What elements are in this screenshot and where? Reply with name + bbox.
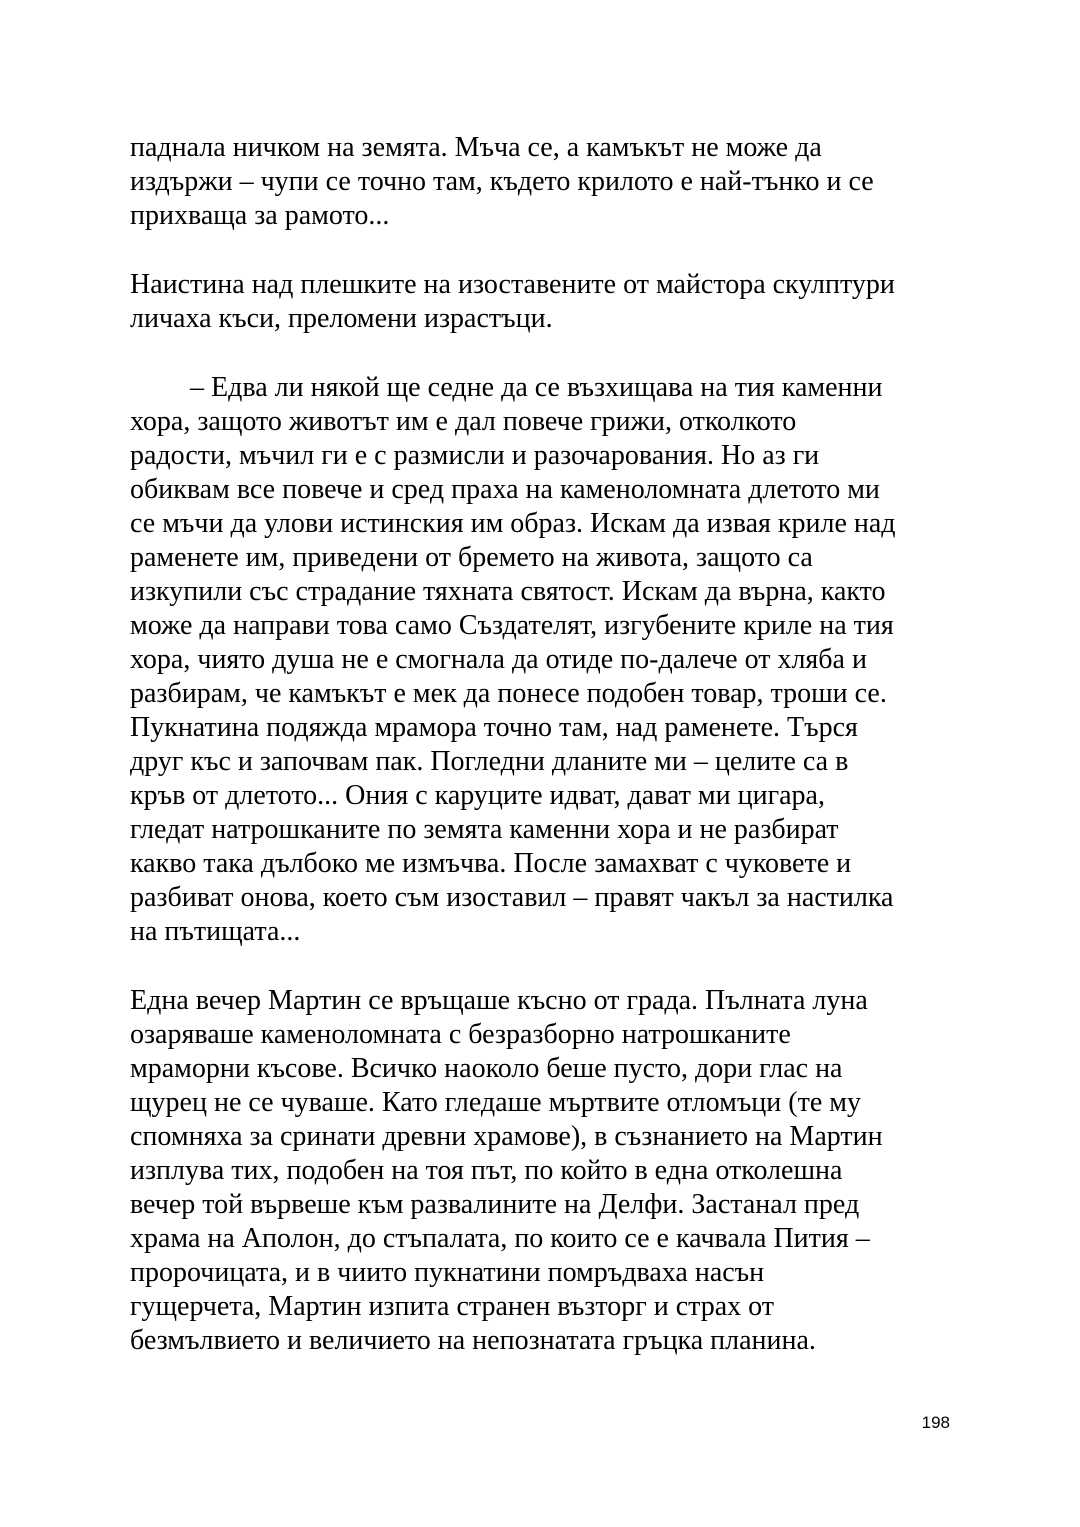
page-number: 198	[921, 1413, 950, 1432]
text-line: кръв от длетото... Ония с каруците идват, дават ми цигара,	[130, 780, 825, 811]
text-line: Пукнатина подяжда мрамора точно там, над раменете. Търся	[130, 712, 858, 743]
text-line: мраморни късове. Всичко наоколо беше пусто, дори глас на	[130, 1053, 843, 1084]
text-line: изкупили със страдание тяхната святост. Искам да върна, както	[130, 576, 886, 607]
text-line: вечер той вървеше към развалините на Делфи. Застанал пред	[130, 1189, 860, 1220]
text-line: може да направи това само Създателят, изгубените криле на тия	[130, 610, 894, 641]
text-line: гледат натрошканите по земята каменни хора и не разбират	[130, 814, 839, 845]
text-line: разбиват онова, което съм изоставил – правят чакъл за настилка	[130, 882, 894, 913]
text-line: радости, мъчил ги е с размисли и разочарования. Но аз ги	[130, 440, 820, 471]
text-line: хора, чиято душа не е смогнала да отиде по-далече от хляба и	[130, 644, 867, 675]
text-line: Наистина над плешките на изоставените от майстора скулптури	[130, 269, 895, 300]
text-line: друг къс и започвам пак. Погледни дланите ми – целите са в	[130, 746, 849, 777]
text-line: на пътищата...	[130, 916, 301, 947]
text-line: личаха къси, преломени израстъци.	[130, 303, 553, 334]
text-line: пророчицата, и в чиито пукнатини помръдваха насън	[130, 1257, 765, 1288]
text-line: издържи – чупи се точно там, където крилото е най-тънко и се	[130, 166, 874, 197]
text-line: паднала ничком на земята. Мъча се, а камъкът не може да	[130, 132, 822, 163]
text-line: – Едва ли някой ще седне да се възхищава на тия каменни	[190, 372, 883, 403]
text-line: озаряваше каменоломната с безразборно натрошканите	[130, 1019, 791, 1050]
text-line: какво така дълбоко ме измъчва. После замахват с чуковете и	[130, 848, 852, 879]
text-line: спомняха за сринати древни храмове), в съзнанието на Мартин	[130, 1121, 883, 1152]
text-line: Една вечер Мартин се връщаше късно от града. Пълната луна	[130, 985, 868, 1016]
text-line: обиквам все повече и сред праха на каменоломната длетото ми	[130, 474, 880, 505]
text-line: раменете им, приведени от бремето на живота, защото са	[130, 542, 813, 573]
text-line: разбирам, че камъкът е мек да понесе подобен товар, троши се.	[130, 678, 887, 709]
text-line: хора, защото животът им е дал повече грижи, отколкото	[130, 406, 797, 437]
text-line: безмълвието и величието на непознатата гръцка планина.	[130, 1325, 816, 1356]
text-line: щурец не се чуваше. Като гледаше мъртвите отломъци (те му	[130, 1087, 861, 1118]
text-line: изплува тих, подобен на тоя път, по който в една отколешна	[130, 1155, 843, 1186]
text-line: храма на Аполон, до стъпалата, по които се е качвала Пития –	[130, 1223, 870, 1254]
text-line: прихваща за рамото...	[130, 200, 390, 231]
text-line: се мъчи да улови истинския им образ. Искам да извая криле над	[130, 508, 896, 539]
text-line: гущерчета, Мартин изпита странен възторг и страх от	[130, 1291, 774, 1322]
